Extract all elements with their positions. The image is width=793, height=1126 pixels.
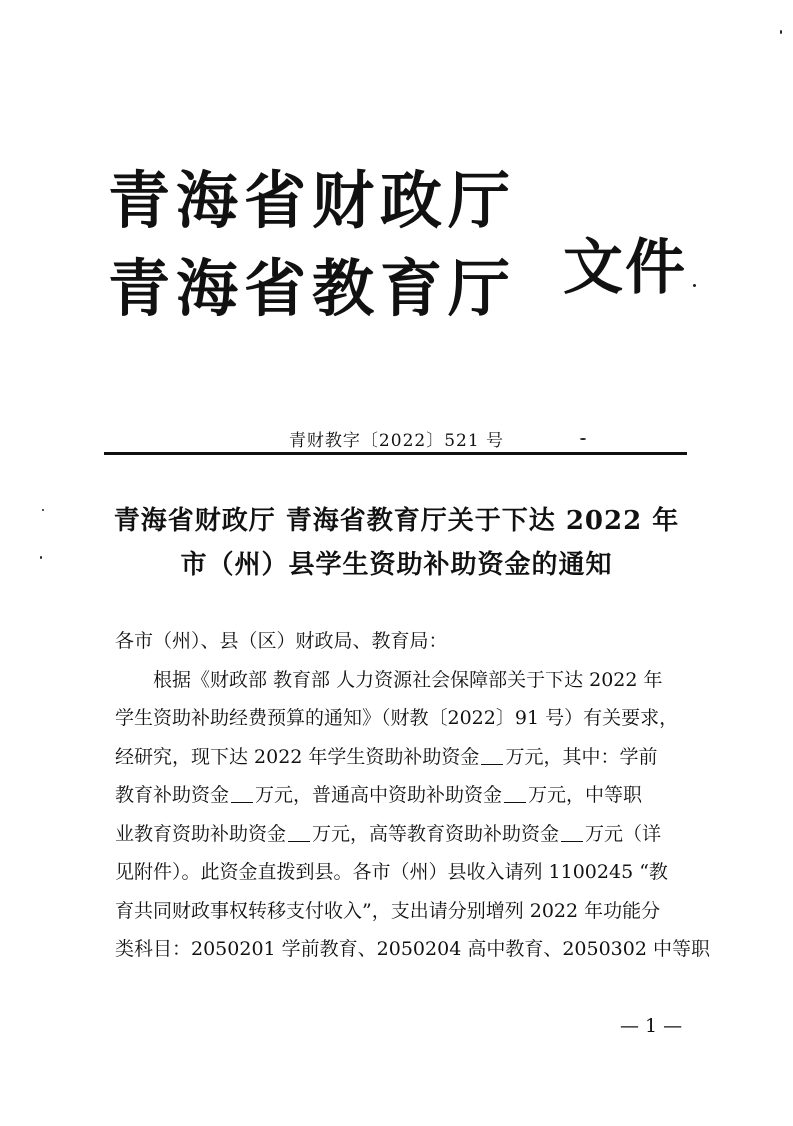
body-text-segment: 万元，其中：学前 [505,745,658,768]
body-line [115,738,687,777]
body-text-segment: 万元（详 [585,822,662,845]
body-text-segment: 万元，中等职 [528,784,643,806]
body-line: 类科目：2050201 学前教育、2050204 高中教育、2050302 中等职 [115,938,710,960]
document-title-line-2: 市（州）县学生资助补助资金的通知 [180,550,613,580]
document-body [115,622,710,969]
body-text-segment: 业教育资助补助资金 [115,822,287,845]
body-line: 育共同财政事权转移支付收入”，支出请分别增列 2022 年功能分 [115,899,661,922]
body-line: 根据《财政部 教育部 人力资源社会保障部关于下达 2022 年 [153,668,663,691]
scan-speck [580,438,586,440]
body-line [115,815,687,854]
scan-speck [780,30,782,34]
body-line [115,776,687,815]
amount-blank [481,747,503,765]
document-type-label: 文件 [563,233,687,303]
body-text-segment: 万元，普通高中资助补助资金 [255,784,503,806]
scan-speck [40,556,42,559]
amount-blank [561,824,583,842]
issuing-org-finance: 青海省财政厅 [108,164,517,237]
header-divider [104,452,687,455]
document-number: 青财教字〔2022〕521 号 [288,431,505,451]
body-line: 学生资助补助经费预算的通知》（财教〔2022〕91 号）有关要求， [115,707,679,729]
page-number: — 1 — [620,1015,683,1037]
body-line: 见附件）。此资金直拨到县。各市（州）县收入请列 1100245 “教 [115,861,668,883]
amount-blank [231,785,253,803]
amount-blank [504,785,526,803]
scan-speck [42,509,44,511]
document-title-line-1: 青海省财政厅 青海省教育厅关于下达 2022 年 [113,506,680,536]
salutation: 各市（州）、县（区）财政局、教育局： [115,630,448,652]
body-text-segment: 教育补助资金 [115,784,230,806]
amount-blank [288,824,310,842]
document-header [108,164,517,325]
issuing-org-education: 青海省教育厅 [108,252,517,325]
body-text-segment: 万元，高等教育资助补助资金 [312,822,560,845]
body-text-segment: 经研究，现下达 2022 年学生资助补助资金 [115,745,480,768]
scan-speck [693,284,696,287]
